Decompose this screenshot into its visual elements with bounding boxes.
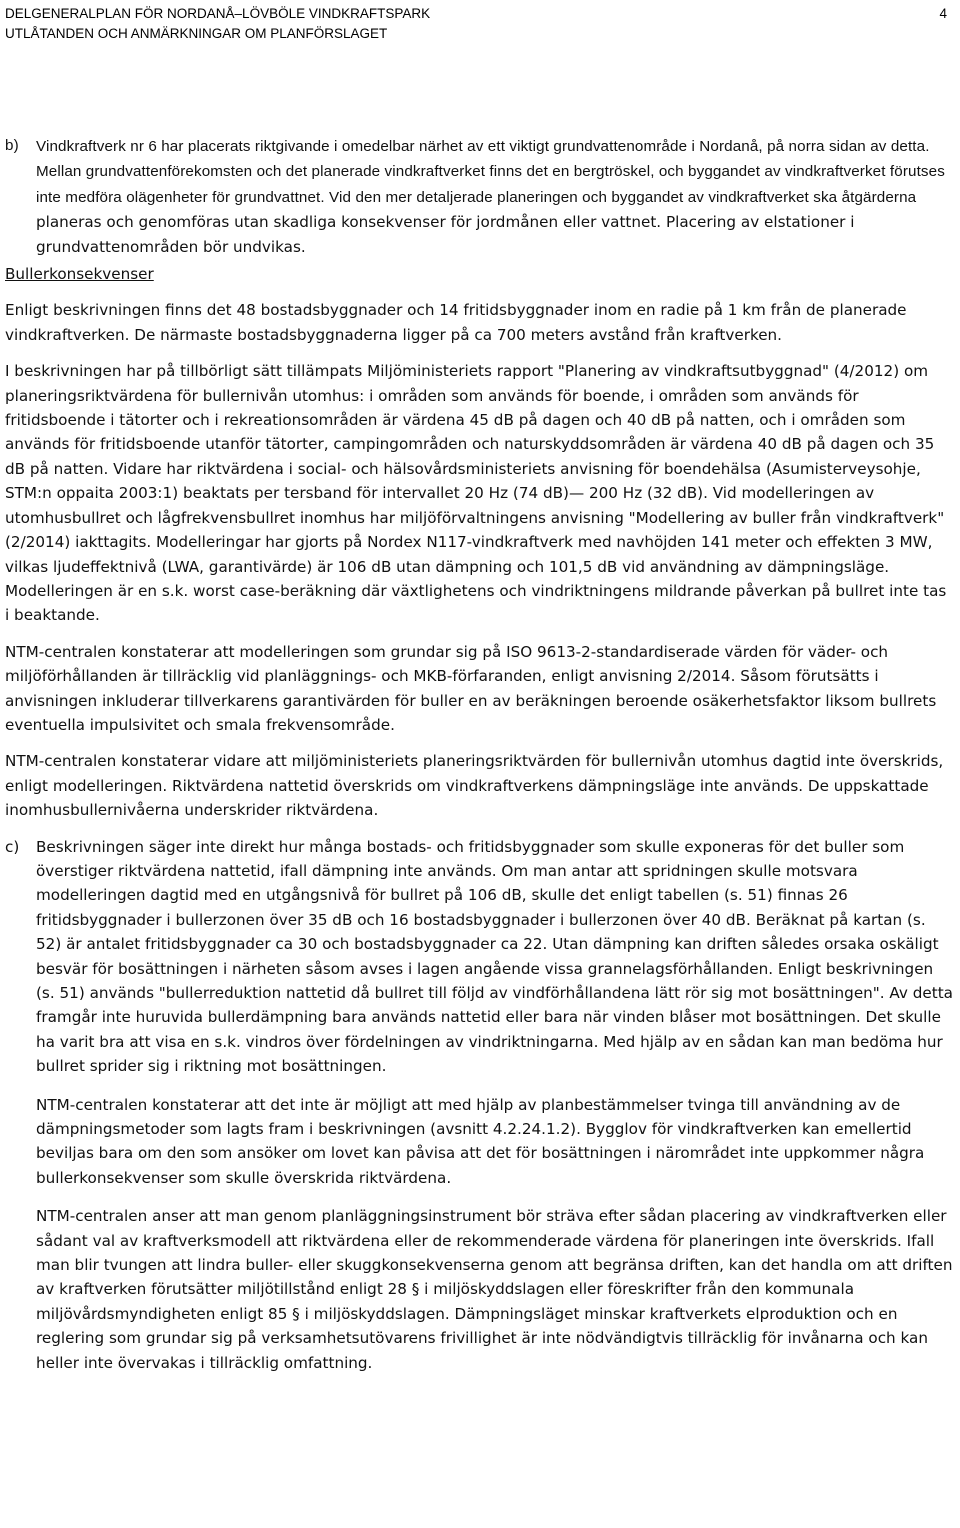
paragraph-modelling-assessment: NTM-centralen konstaterar att modelleringen som grundar sig på ISO 9613-2-standardiserade värden för väder- och miljöförhållanden är tillräcklig vid planläggnings- och MKB-förfaranden, enligt anvisning 2/2014. Såsom förutsätts i anvisningen inkluderar tillverkarens garantivärden för buller en av beräkningen beroende osäkerhetsfaktor liksom bullrets eventuella impulsivitet och smala frekvensområde. (5, 642, 937, 734)
paragraph-buildings: Enligt beskrivningen finns det 48 bostadsbyggnader och 14 fritidsbyggnader inom en radie på 1 km från de planerade vindkraftverken. De närmaste bostadsbyggnaderna ligger på ca 700 meters avstånd från kraftverken. (5, 301, 907, 344)
list-item-b-continuation: planeras och genomföras utan skadliga konsekvenser för jordmånen eller vattnet. Placering av elstationer i grundvattenområden bör undvikas. (36, 213, 855, 256)
list-item-c-text: Beskrivningen säger inte direkt hur många bostads- och fritidsbyggnader som skulle exponeras för det buller som överstiger riktvärdena nattetid, ifall dämpning inte används. Om man antar att spridningen skulle motsvara modelleringen dagtid med en utgångsnivå för bullret på 106 dB, skulle det enligt tabellen (s. 51) finnas 26 fritidsbyggnader i bullerzonen över 35 dB och 16 bostadsbyggnader i bullerzonen över 40 dB. Beräknat på kartan (s. 52) är antalet fritidsbyggnader ca 30 och bostadsbyggnader ca 22. Utan dämpning kan driften således orsaka oskäligt besvär för bosättningen i närheten såsom avses i lagen angående vissa grannelagsförhållanden. Enligt beskrivningen (s. 51) används "bullerreduktion nattetid då bullret till följd av vindförhållandena lätt rör sig mot bosättningen". Av detta framgår inte huruvida bullerdämpning bara används nattetid eller bara när vinden blåser mot bosättningen. Det skulle ha varit bra att visa en s.k. vindros över fördelningen av vindriktningarna. Med hjälp av en sådan kan man bedöma hur bullret sprider sig i riktning mot bosättningen. (36, 837, 953, 1076)
paragraph-night-values: NTM-centralen konstaterar vidare att miljöministeriets planeringsriktvärden för bullernivån utomhus dagtid inte överskrids, enligt modelleringen. Riktvärdena nattetid överskrids om vindkraftverkens dämpningsläge inte används. De uppskattade inomhusbullernivåerna underskrider riktvärdena. (5, 752, 944, 820)
page-number: 4 (939, 6, 947, 21)
paragraph-permit: NTM-centralen konstaterar att det inte är möjligt att med hjälp av planbestämmelser tvinga till användning av de dämpningsmetoder som lagts fram i beskrivningen (avsnitt 4.2.24.1.2). Bygglov för vindkraftverken kan emellertid beviljas bara om den som ansöker om lovet kan påvisa att det för bosättningen i närområdet inte uppkommer några bullerkonsekvenser som skulle överskrida riktvärdena. (36, 1095, 925, 1187)
list-item-b-intro: Vindkraftverk nr 6 har placerats riktgivande i omedelbar närhet av ett viktigt grundvattenområde i Nordanå, på norra sidan av detta. Mellan grundvattenförekomsten och det planerade vindkraftverket finns det en bergtröskel, och byggandet av vindkraftverket förutses inte medföra olägenheter för grundvattnet. Vid den mer detaljerade planeringen och byggandet av vindkraftverket ska åtgärderna (36, 138, 945, 206)
paragraph-planning-instruments: NTM-centralen anser att man genom planläggningsinstrument bör sträva efter sådan placering av vindkraftverken eller sådant val av kraftverksmodell att riktvärdena eller de rekommenderade värdena för planeringen inte överskrids. Ifall man blir tvungen att lindra buller- eller skuggkonsekvenserna genom att begränsa driften, kan det handla om att driften av kraftverken förutsätter miljötillstånd enligt 28 § i miljöskyddslagen eller föreskrifter från den kommunala miljövårdsmyndigheten enligt 85 § i miljöskyddslagen. Dämpningsläget minskar kraftverkets elproduktion och en reglering som grundar sig på verksamhetsutövarens frivillighet är inte nödvändigtvis tillräcklig för invånarna och kan heller inte övervakas i tillräcklig omfattning. (36, 1207, 953, 1372)
document-title: DELGENERALPLAN FÖR NORDANÅ–LÖVBÖLE VINDKRAFTSPARK (5, 6, 431, 21)
document-body (5, 134, 953, 1389)
list-item-c (5, 835, 953, 1079)
list-marker-b: b) (5, 137, 19, 154)
list-marker-c: c) (5, 837, 20, 856)
list-item-b (5, 134, 953, 259)
paragraph-guidelines: I beskrivningen har på tillbörligt sätt tillämpats Miljöministeriets rapport "Planering av vindkraftsutbyggnad" (4/2012) om planeringsriktvärdena för bullernivån utomhus: i områden som används för boende, i områden som används för fritidsboende i tätorter och i rekreationsområden är värdena 45 dB på dagen och 40 dB på natten, och i områden som används för fritidsboende utanför tätorter, campingområden och naturskyddsområden är värdena 40 dB på dagen och 35 dB på natten. Vidare har riktvärdena i social- och hälsovårdsministeriets anvisning för boendehälsa (Asumisterveysohje, STM:n oppaita 2003:1) beaktats per tersband för intervallet 20 Hz (74 dB)— 200 Hz (32 dB). Vid modelleringen av utomhusbullret och lågfrekvensbullret inomhus har miljöförvaltningens anvisning "Modellering av buller från vindkraftverk" (2/2014) iakttagits. Modelleringar har gjorts på Nordex N117-vindkraftverk med navhöjden 141 meter och effekten 3 MW, vilkas ljudeffektnivå (LWA, garantivärde) är 106 dB utan dämpning och 101,5 dB vid användning av dämpningsläge. Modelleringen är en s.k. worst case-beräkning där växtlighetens och vindriktningens mildrande påverkan på bullret inte tas i beaktande. (5, 362, 947, 625)
section-heading: Bullerkonsekvenser (5, 265, 154, 284)
list-item-b-text (36, 134, 953, 259)
document-header (5, 4, 955, 44)
document-subtitle: UTLÅTANDEN OCH ANMÄRKNINGAR OM PLANFÖRSLAGET (5, 26, 388, 41)
